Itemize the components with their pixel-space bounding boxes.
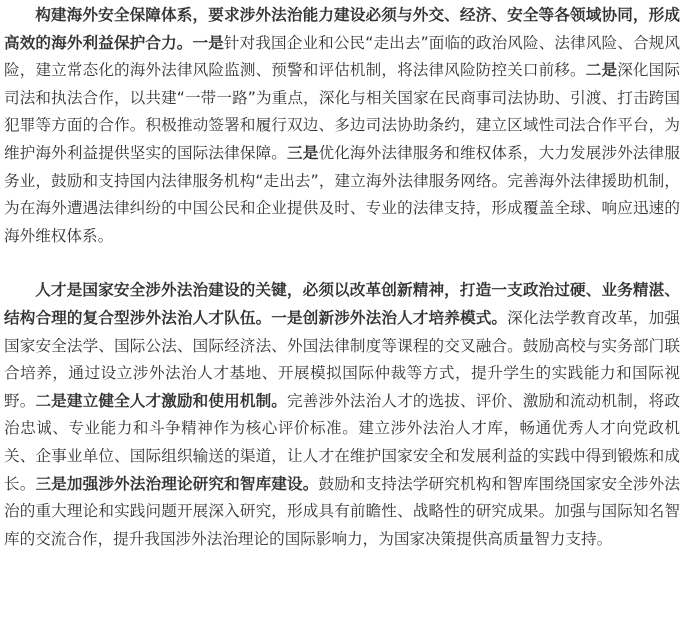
point-heading-three: 三是加强涉外法治理论研究和智库建设。 [35, 474, 319, 493]
lead-sentence: 构建海外安全保障体系，要求涉外法治能力建设必须与外交、经济、安全等各领域协同，形成高效的海外利益保护合力。 [4, 6, 680, 52]
point-text-one: 深化法学教育改革，加强国家安全法学、国际公法、国际经济法、外国法律制度等课程的交叉融合。鼓励高校与实务部门联合培养，通过设立涉外法治人才基地、开展模拟国际仲裁等方式，提升学生的实践能力和国际视野。 [4, 308, 680, 410]
point-heading-two: 二是建立健全人才激励和使用机制。 [35, 391, 288, 410]
point-marker-two: 二是 [585, 61, 618, 80]
point-text-two: 完善涉外法治人才的选拔、评价、激励和流动机制，将政治忠诚、专业能力和斗争精神作为核心评价标准。建立涉外法治人才库，畅通优秀人才向党政机关、企事业单位、国际组织输送的渠道，让人才在维护国家安全和发展利益的实践中得到锻炼和成长。 [4, 391, 680, 493]
point-heading-one: 一是创新涉外法治人才培养模式。 [271, 308, 508, 327]
point-text-two: 深化国际司法和执法合作，以共建“一带一路”为重点，深化与相关国家在民商事司法协助、引渡、打击跨国犯罪等方面的合作。积极推动签署和履行双边、多边司法协助条约，建立区域性司法合作平台，为维护海外利益提供坚实的国际法律保障。 [4, 61, 680, 162]
point-marker-one: 一是 [192, 33, 224, 52]
point-text-three: 鼓励和支持法学研究机构和智库围绕国家安全涉外法治的重大理论和实践问题开展深入研究，形成具有前瞻性、战略性的研究成果。加强与国际知名智库的交流合作，提升我国涉外法治理论的国际影响力，为国家决策提供高质量智力支持。 [4, 474, 680, 548]
point-text-one: 针对我国企业和公民“走出去”面临的政治风险、法律风险、合规风险，建立常态化的海外法律风险监测、预警和评估机制，将法律风险防控关口前移。 [4, 33, 680, 80]
paragraph-overseas-security [4, 2, 680, 250]
lead-sentence: 人才是国家安全涉外法治建设的关键，必须以改革创新精神，打造一支政治过硬、业务精湛、结构合理的复合型涉外法治人才队伍。 [4, 281, 680, 327]
article-body [4, 2, 680, 553]
paragraph-talent [4, 277, 680, 553]
point-text-three: 优化海外法律服务和维权体系，大力发展涉外法律服务业，鼓励和支持国内法律服务机构“走出去”，建立海外法律服务网络。完善海外法律援助机制，为在海外遭遇法律纠纷的中国公民和企业提供及时、专业的法律支持，形成覆盖全球、响应迅速的海外维权体系。 [4, 143, 680, 245]
point-marker-three: 三是 [287, 143, 319, 162]
